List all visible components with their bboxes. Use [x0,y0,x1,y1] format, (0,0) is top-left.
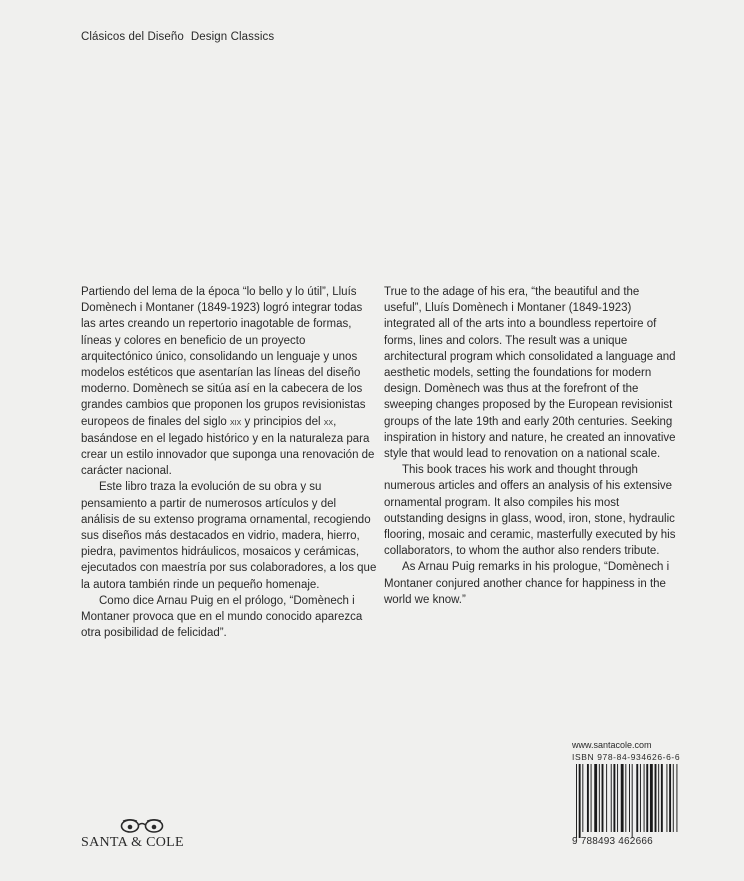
series-title [81,31,274,43]
isbn-label: ISBN 978-84-934626-6-6 [572,752,681,762]
english-paragraph-3: As Arnau Puig remarks in his prologue, “Domènech i Montaner conjured another chance for happiness in the world we know.” [384,561,670,606]
barcode-block [572,740,682,847]
english-paragraph-1: True to the adage of his era, “the beautiful and the useful”, Lluís Domènech i Montaner (1849-1923) integrated all of the arts into a boundless repertoire of forms, lines and colors. The result was a unique architectural program which consolidated a language and aesthetic models, setting the foundations for modern design. Domènech was thus at the forefront of the sweeping changes proposed by the European revisionist groups of the late 19th and early 20th centuries. Seeking inspiration in history and nature, he created an innovative style that would lead to renovation on a national scale. [384,286,676,461]
glasses-logo-icon [119,818,165,834]
english-paragraph-2: This book traces his work and thought through numerous articles and offers an analysis of his extensive ornamental program. It also compiles his most outstanding designs in glass, wood, iron, stone, hydraulic flooring, mosaic and ceramic, masterfully executed by his collaborators, to whom the author also renders tribute. [384,464,676,558]
series-title-en: Design Classics [190,31,275,43]
english-blurb [384,284,680,608]
spanish-paragraph-3: Como dice Arnau Puig en el prólogo, “Domènech i Montaner provoca que en el mundo conocido aparezca otra posibilidad de felicidad”. [81,594,363,640]
barcode-icon [572,764,682,838]
spanish-paragraph-2: Este libro traza la evolución de su obra y su pensamiento a partir de numerosos artículos y del análisis de su extenso programa ornamental, recogiendo sus diseños más destacados en vidrio, madera, hierro, piedra, pavimentos hidráulicos, mosaicos y cerámicas, ejecutados con maestría por sus colaboradores, a los que la autora también rinde un pequeño homenaje. [81,481,377,591]
century-20: xx [323,416,334,428]
spanish-blurb [81,284,377,641]
series-title-es: Clásicos del Diseño [81,31,184,43]
publisher-url: www.santacole.com [572,740,652,750]
spanish-paragraph-1: Partiendo del lema de la época “lo bello y lo útil”, Lluís Domènech i Montaner (1849-1923) logró integrar todas las artes creando un repertorio inagotable de formas, líneas y colores en beneficio de un proyecto arquitectónico único, consolidando un lenguaje y unos modelos estéticos que asentarían las líneas del diseño moderno. Domènech se sitúa así en la cabecera de los grandes cambios que proponen los grupos revisionistas europeos de finales del siglo xix y principios del xx, basándose en el legado histórico y en la naturaleza para crear un estilo innovador que suponga una renovación de carácter nacional. [81,286,375,478]
barcode-digits: 9 788493 462666 [572,836,653,847]
publisher-name: SANTA & COLE [81,835,184,850]
century-19: xix [229,416,242,428]
